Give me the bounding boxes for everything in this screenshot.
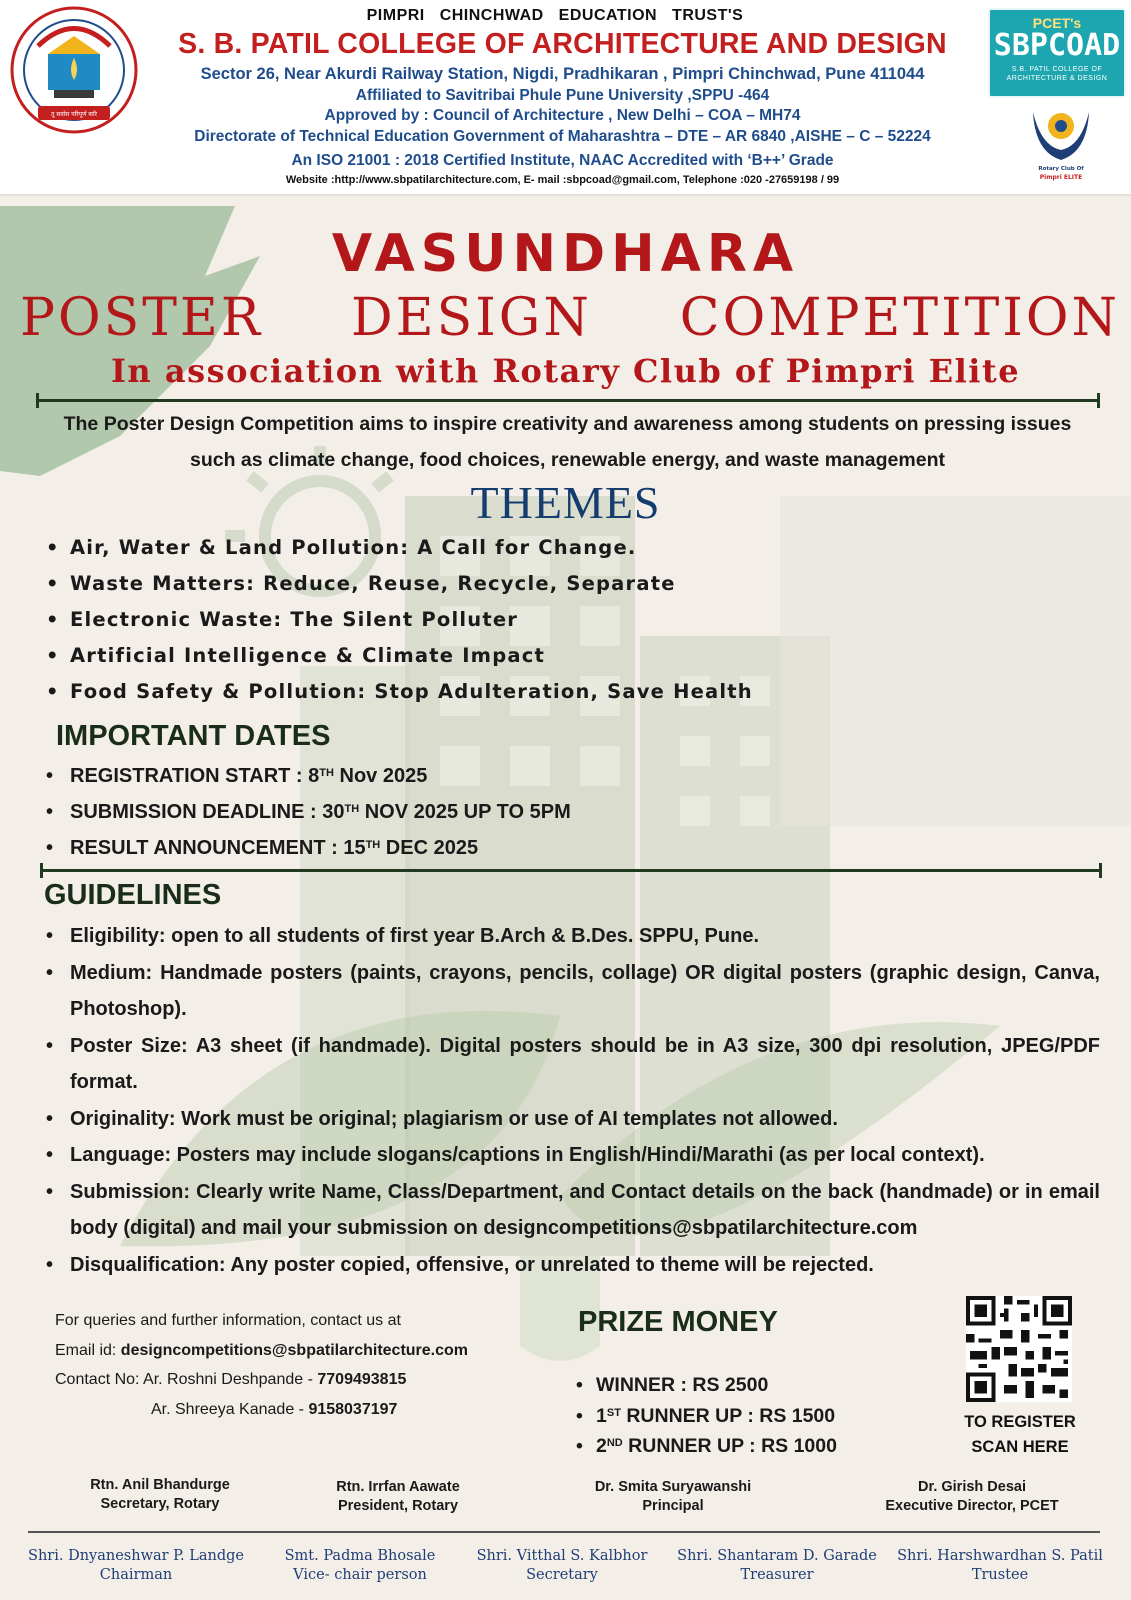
contact-phone-line-2 <box>55 1395 575 1425</box>
theme-item: • Artificial Intelligence & Climate Impact <box>40 638 1040 674</box>
guideline-item: • Poster Size: A3 sheet (if handmade). Digital posters should be in A3 size, 300 dpi resolution, JPEG/PDF format. <box>40 1028 1100 1101</box>
signatory-1 <box>40 1476 280 1514</box>
logo-pcet-text: PCET's <box>1032 15 1082 31</box>
trustee-role: Secretary <box>526 1567 598 1583</box>
prize-item <box>572 1370 932 1401</box>
competition-title <box>20 288 1120 348</box>
contact-intro: For queries and further information, contact us at <box>55 1312 401 1329</box>
signatory-3 <box>553 1478 793 1516</box>
date-suffix: TH <box>319 767 334 779</box>
prize-text: RUNNER UP : RS 1000 <box>622 1435 837 1457</box>
logo-subtitle <box>990 65 1124 83</box>
college-header <box>0 0 1131 196</box>
date-rest: Nov 2025 <box>333 765 428 787</box>
important-dates-heading: IMPORTANT DATES <box>56 720 331 752</box>
date-label: SUBMISSION DEADLINE : 30 <box>70 801 345 823</box>
trustee-role: Vice- chair person <box>293 1567 427 1583</box>
dte-line: Directorate of Technical Education Government of Maharashtra – DTE – AR 6840 ,AISHE – C – 52224 <box>194 128 931 145</box>
signatory-role: Secretary, Rotary <box>100 1496 220 1512</box>
prize-item <box>572 1431 932 1462</box>
title-word-poster: POSTER <box>20 288 264 348</box>
title-word-competition: COMPETITION <box>679 288 1120 348</box>
signatory-2 <box>278 1478 518 1516</box>
important-dates-list <box>40 758 940 866</box>
guideline-item: • Originality: Work must be original; plagiarism or use of AI templates not allowed. <box>40 1101 1100 1138</box>
rotary-club-logo-icon <box>1025 102 1097 192</box>
guideline-item: • Disqualification: Any poster copied, offensive, or unrelated to theme will be rejected. <box>40 1247 1100 1284</box>
contact-phone-2[interactable]: 9158037197 <box>308 1400 398 1418</box>
iso-line: An ISO 21001 : 2018 Certified Institute, NAAC Accredited with ‘B++’ Grade <box>291 152 834 169</box>
trustee-role: Treasurer <box>740 1567 814 1583</box>
event-name: VASUNDHARA <box>331 224 800 284</box>
date-label: REGISTRATION START : 8 <box>70 765 320 787</box>
theme-item: • Air, Water & Land Pollution: A Call for Change. <box>40 530 1040 566</box>
date-rest: DEC 2025 <box>380 837 479 859</box>
prize-rank: 1 <box>596 1404 607 1427</box>
registration-qr-code[interactable] <box>966 1296 1072 1402</box>
signatory-name: Rtn. Anil Bhandurge <box>90 1477 230 1493</box>
svg-text:Pimpri ELITE: Pimpri ELITE <box>1039 174 1083 181</box>
trustee-name: Shri. Dnyaneshwar P. Landge <box>28 1548 244 1564</box>
college-seal-icon <box>8 6 140 136</box>
signatory-role: President, Rotary <box>337 1498 459 1514</box>
date-item <box>40 758 940 794</box>
contact-email-line <box>55 1336 575 1366</box>
guidelines-heading: GUIDELINES <box>44 879 222 911</box>
signatory-name: Dr. Smita Suryawanshi <box>594 1479 752 1495</box>
logo-sub-line-2: ARCHITECTURE & DESIGN <box>1006 75 1108 82</box>
contact-person-2: Ar. Shreeya Kanade - <box>151 1400 309 1418</box>
contact-email-link[interactable]: designcompetitions@sbpatilarchitecture.com <box>120 1341 469 1359</box>
qr-caption-line-2: SCAN HERE <box>971 1438 1069 1456</box>
themes-heading: THEMES <box>470 477 661 528</box>
sbpcoad-logo <box>988 8 1126 98</box>
qr-caption <box>945 1410 1095 1460</box>
prize-money-heading: PRIZE MONEY <box>578 1306 778 1338</box>
trustee-name: Shri. Harshwardhan S. Patil <box>897 1548 1103 1564</box>
theme-item: • Food Safety & Pollution: Stop Adulteration, Save Health <box>40 674 1040 710</box>
contact-phone-1[interactable]: 7709493815 <box>317 1371 407 1388</box>
contact-info <box>55 1306 575 1424</box>
signatory-name: Dr. Girish Desai <box>918 1479 1026 1495</box>
contact-phone-line-1 <box>55 1365 575 1395</box>
website-contact-line: Website :http://www.sbpatilarchitecture.com, E- mail :sbpcoad@gmail.com, Telephone :020 -27659198 / 99 <box>285 174 840 186</box>
intro-paragraph: The Poster Design Competition aims to inspire creativity and awareness among students on pressing issues such as climate change, food choices, renewable energy, and waste management <box>63 413 1072 471</box>
prize-list <box>572 1370 932 1462</box>
theme-item: • Electronic Waste: The Silent Polluter <box>40 602 1040 638</box>
college-address: Sector 26, Near Akurdi Railway Station, Nigdi, Pradhikaran , Pimpri Chinchwad, Pune 411044 <box>200 65 925 83</box>
divider <box>28 1531 1100 1533</box>
logo-sub-line-1: S.B. PATIL COLLEGE OF <box>1011 66 1103 73</box>
trustee-1 <box>16 1547 256 1585</box>
trustee-2 <box>250 1547 470 1585</box>
association-line: In association with Rotary Club of Pimpri Elite <box>110 352 1021 390</box>
trustee-name: Smt. Padma Bhosale <box>284 1548 436 1564</box>
trustee-role: Trustee <box>971 1567 1029 1583</box>
themes-list <box>40 530 1040 710</box>
date-suffix: TH <box>344 803 360 815</box>
date-suffix: TH <box>365 839 381 851</box>
approval-line: Approved by : Council of Architecture , New Delhi – COA – MH74 <box>324 107 801 124</box>
date-label: RESULT ANNOUNCEMENT : 15 <box>70 837 366 859</box>
signatory-role: Principal <box>642 1498 704 1514</box>
prize-item <box>572 1401 932 1432</box>
affiliation-line: Affiliated to Savitribai Phule Pune University ,SPPU -464 <box>355 87 770 104</box>
phone-label: Contact No: Ar. Roshni Deshpande - <box>55 1371 318 1388</box>
date-rest: NOV 2025 UP TO 5PM <box>359 801 571 823</box>
trust-name: PIMPRI CHINCHWAD EDUCATION TRUST'S <box>366 7 744 24</box>
email-label: Email id: <box>55 1341 121 1359</box>
guideline-item: • Submission: Clearly write Name, Class/Department, and Contact details on the back (handmade) or in email body (digital) and mail your submission on designcompetitions@sbpatilarchitecture.com <box>40 1174 1100 1247</box>
date-item <box>40 794 940 830</box>
title-word-design: DESIGN <box>350 288 592 348</box>
logo-name-text: SBPCOAD <box>993 28 1121 63</box>
svg-text:Rotary Club Of: Rotary Club Of <box>1038 166 1084 172</box>
guidelines-list <box>40 918 1100 1283</box>
divider <box>40 869 1102 872</box>
signatory-name: Rtn. Irrfan Aawate <box>336 1479 460 1495</box>
prize-suffix: ND <box>606 1437 623 1449</box>
guideline-item: • Eligibility: open to all students of first year B.Arch & B.Des. SPPU, Pune. <box>40 918 1100 955</box>
prize-rank: 2 <box>596 1435 607 1457</box>
trustee-name: Shri. Shantaram D. Garade <box>677 1548 877 1564</box>
prize-suffix: ST <box>606 1406 621 1419</box>
qr-caption-line-1: TO REGISTER <box>964 1413 1076 1431</box>
trustee-3 <box>455 1547 669 1585</box>
theme-item: • Waste Matters: Reduce, Reuse, Recycle, Separate <box>40 566 1040 602</box>
date-item <box>40 830 940 866</box>
prize-text: WINNER : RS 2500 <box>596 1374 769 1396</box>
trustee-role: Chairman <box>99 1567 173 1583</box>
svg-text:तु सर्वास परिपूर्ण करि: तु सर्वास परिपूर्ण करि <box>51 111 97 118</box>
guideline-item: • Language: Posters may include slogans/captions in English/Hindi/Marathi (as per local context). <box>40 1137 1100 1174</box>
guideline-item: • Medium: Handmade posters (paints, crayons, pencils, collage) OR digital posters (graphic design, Canva, Photoshop). <box>40 955 1100 1028</box>
college-name: S. B. PATIL COLLEGE OF ARCHITECTURE AND DESIGN <box>178 28 947 60</box>
signatory-role: Executive Director, PCET <box>885 1498 1059 1514</box>
signatory-4 <box>852 1478 1092 1516</box>
trustee-5 <box>886 1547 1114 1585</box>
trustee-name: Shri. Vitthal S. Kalbhor <box>476 1548 648 1564</box>
divider <box>36 399 1100 402</box>
prize-text: RUNNER UP : RS 1500 <box>620 1404 836 1427</box>
trustee-4 <box>666 1547 888 1585</box>
